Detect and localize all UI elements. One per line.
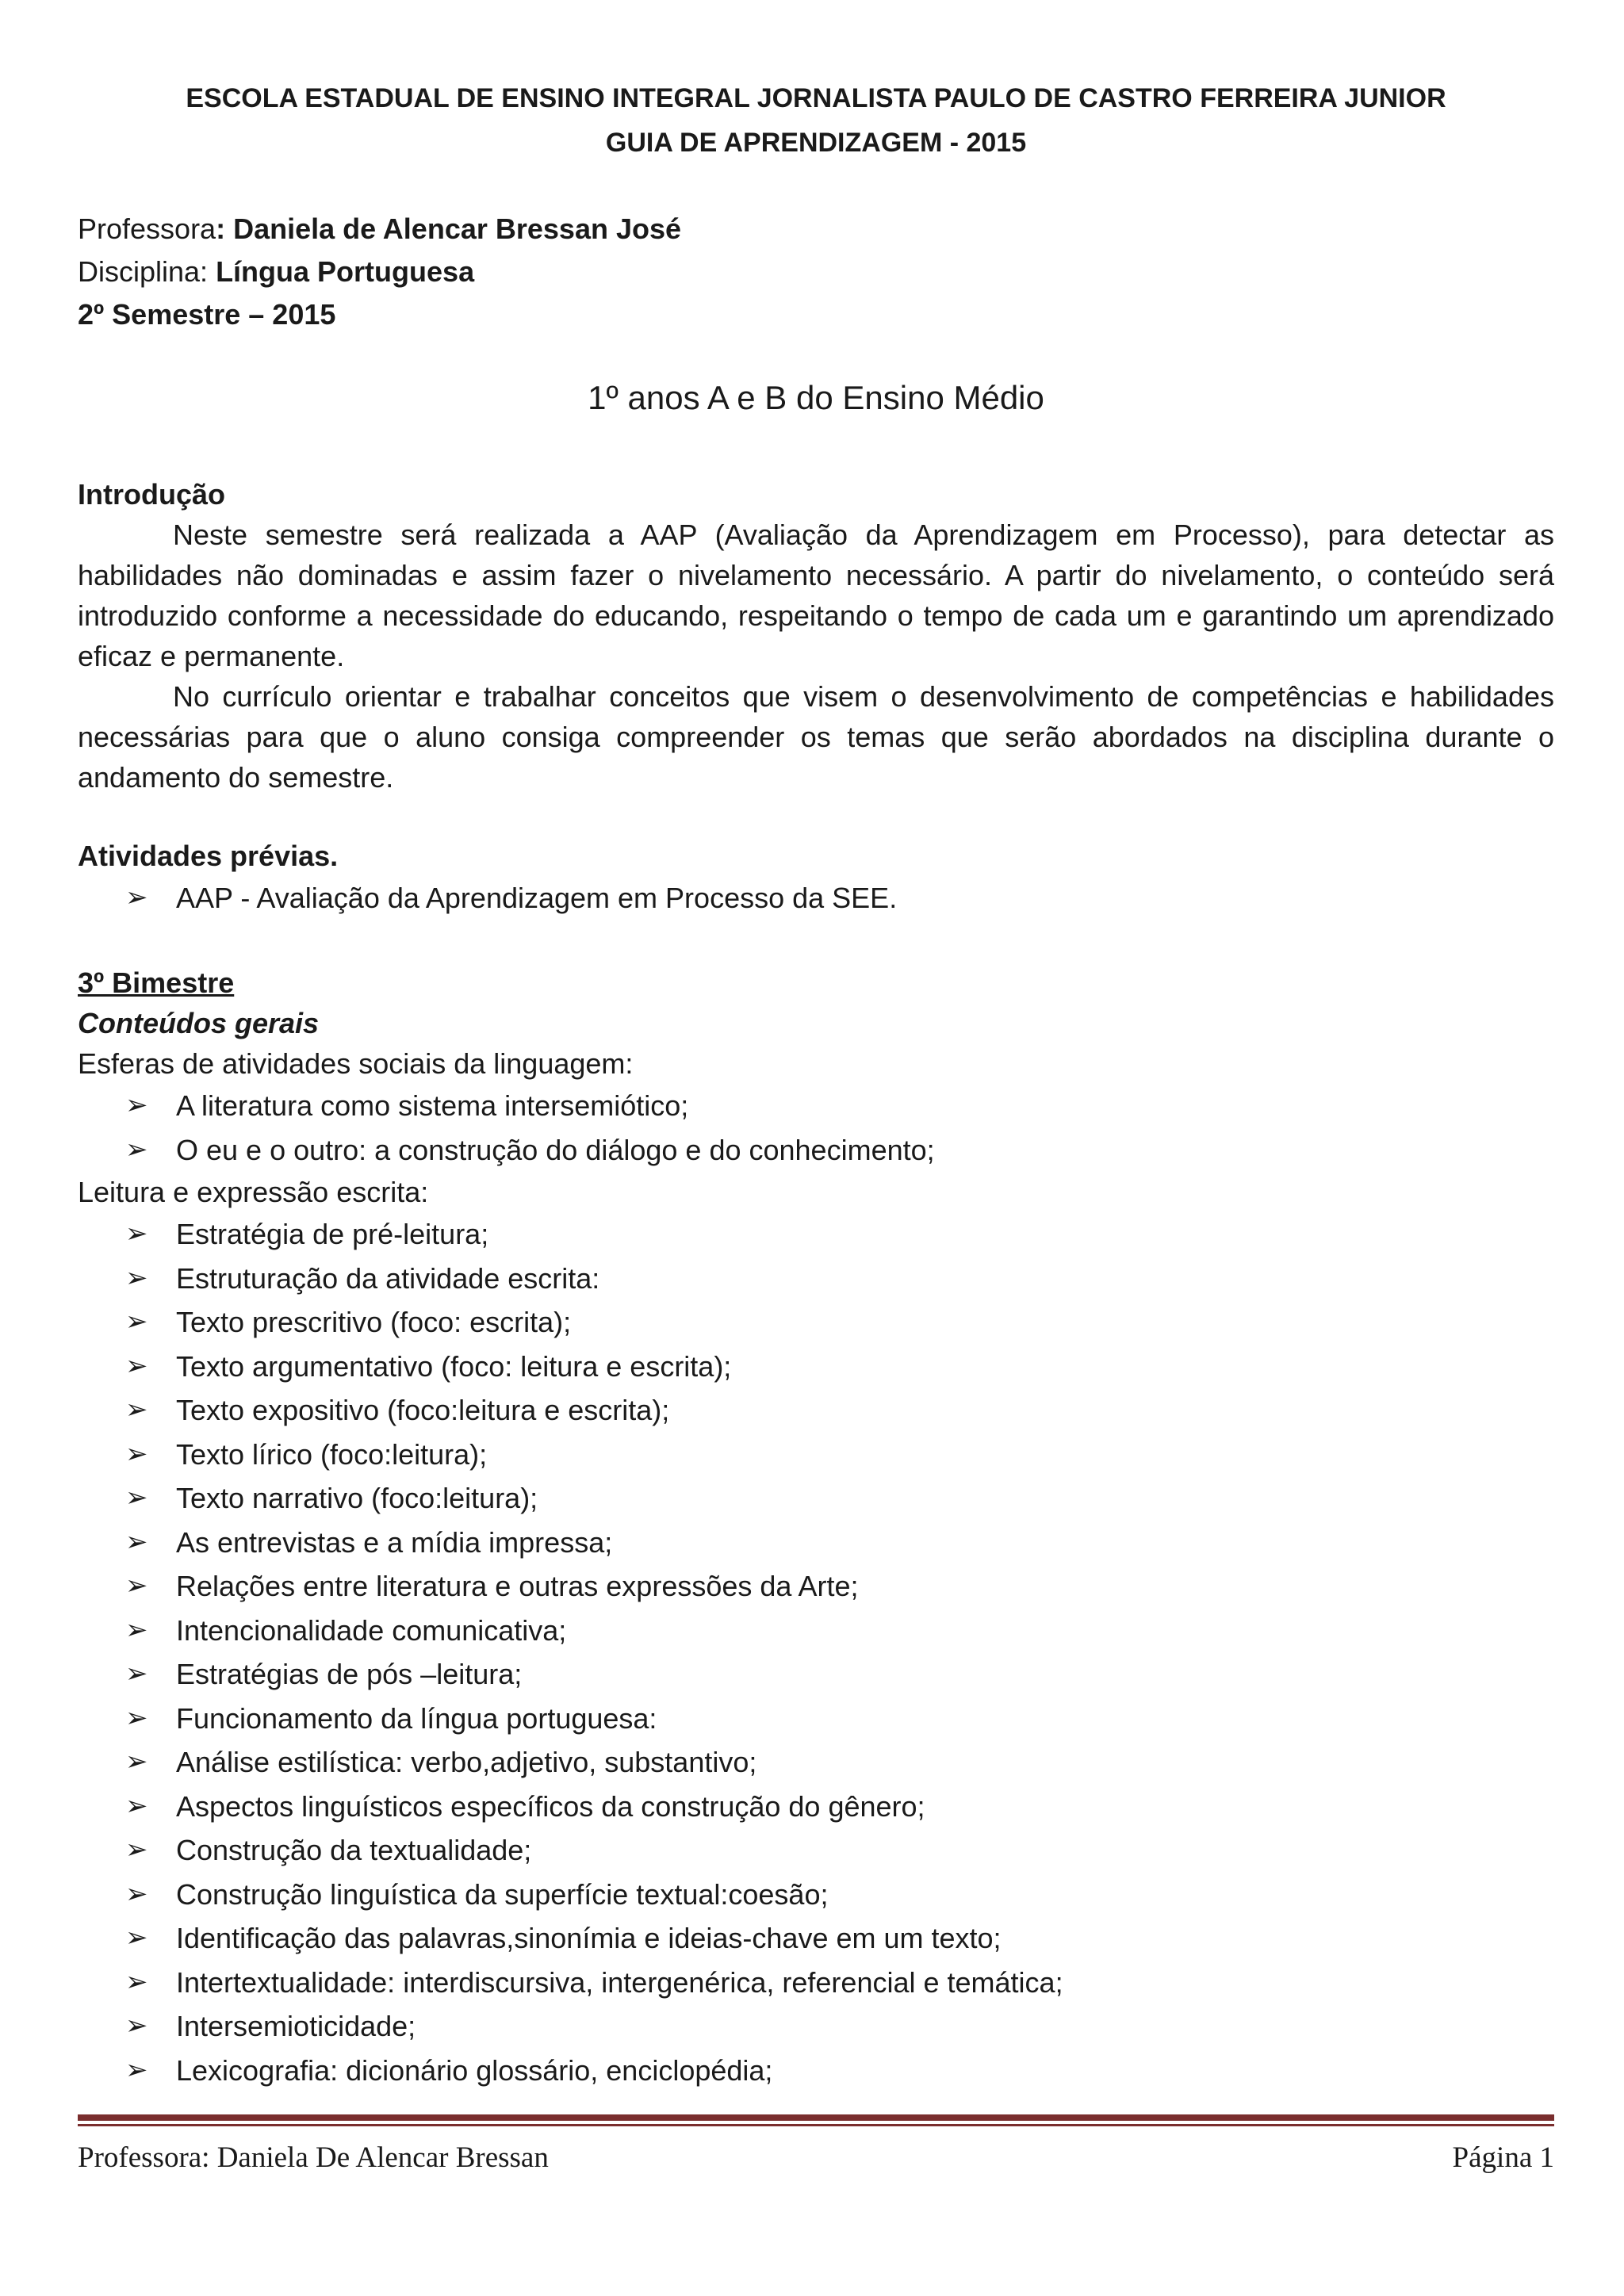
intro-paragraph-1: Neste semestre será realizada a AAP (Avaliação da Aprendizagem em Processo), para detectar as habilidades não dominadas e assim fazer o nivelamento necessário. A partir do nivelamento, o conteúdo será introduzido conforme a necessidade do educando, respeitando o tempo de cada um e garantindo um aprendizado eficaz e permanente.	[78, 519, 1554, 672]
arrow-bullet-icon: ➢	[125, 882, 148, 913]
arrow-bullet-icon: ➢	[125, 1835, 148, 1865]
subject-label: Disciplina:	[78, 255, 216, 288]
group1-label: Esferas de atividades sociais da linguagem:	[78, 1047, 634, 1080]
arrow-bullet-icon: ➢	[125, 1790, 148, 1821]
contents-subheading: Conteúdos gerais	[78, 1007, 320, 1039]
arrow-bullet-icon: ➢	[125, 1966, 148, 1997]
document-page	[78, 0, 1554, 2296]
list-item: ➢ Intencionalidade comunicativa;	[78, 1609, 1554, 1653]
list-item: ➢ Relações entre literatura e outras expressões da Arte;	[78, 1564, 1554, 1609]
arrow-bullet-icon: ➢	[125, 1571, 148, 1601]
list-item: ➢ Funcionamento da língua portuguesa:	[78, 1697, 1554, 1741]
list-item: ➢ Intertextualidade: interdiscursiva, intergenérica, referencial e temática;	[78, 1961, 1554, 2005]
subject-line	[78, 251, 681, 293]
prior-list	[78, 876, 1554, 920]
semester-line: 2º Semestre – 2015	[78, 298, 336, 331]
teacher-label: Professora	[78, 212, 216, 245]
arrow-bullet-icon: ➢	[125, 1526, 148, 1557]
list-item: ➢ Análise estilística: verbo,adjetivo, substantivo;	[78, 1740, 1554, 1785]
bimester-heading: 3º Bimestre	[78, 966, 235, 999]
list-item: ➢ Texto argumentativo (foco: leitura e escrita);	[78, 1345, 1554, 1389]
arrow-bullet-icon: ➢	[125, 2054, 148, 2085]
page-footer	[78, 2141, 1554, 2175]
list-item: ➢ Aspectos linguísticos específicos da construção do gênero;	[78, 1785, 1554, 1829]
guide-title: GUIA DE APRENDIZAGEM - 2015	[605, 128, 1027, 158]
page-number: Página 1	[1452, 2141, 1554, 2174]
arrow-bullet-icon: ➢	[125, 1878, 148, 1909]
list-item: ➢ Texto narrativo (foco:leitura);	[78, 1476, 1554, 1521]
list-item: ➢ Construção linguística da superfície textual:coesão;	[78, 1873, 1554, 1917]
subject-name: Língua Portuguesa	[216, 255, 475, 288]
prior-activities-section	[78, 836, 1554, 920]
intro-section	[78, 474, 1554, 798]
group2-list	[78, 1212, 1554, 2092]
arrow-bullet-icon: ➢	[125, 1702, 148, 1733]
list-item: ➢ AAP - Avaliação da Aprendizagem em Processo da SEE.	[78, 876, 1554, 920]
arrow-bullet-icon: ➢	[125, 1747, 148, 1777]
arrow-bullet-icon: ➢	[125, 1395, 148, 1425]
class-title: 1º anos A e B do Ensino Médio	[588, 379, 1044, 416]
arrow-bullet-icon: ➢	[125, 1090, 148, 1120]
list-item: ➢ Estruturação da atividade escrita:	[78, 1257, 1554, 1301]
list-item: ➢ Estratégia de pré-leitura;	[78, 1212, 1554, 1257]
arrow-bullet-icon: ➢	[125, 1219, 148, 1249]
teacher-line	[78, 208, 681, 251]
arrow-bullet-icon: ➢	[125, 1134, 148, 1165]
arrow-bullet-icon: ➢	[125, 1659, 148, 1689]
footer-rule	[78, 2114, 1554, 2121]
prior-heading: Atividades prévias.	[78, 840, 339, 872]
footer-rule-thin	[78, 2124, 1554, 2126]
intro-heading: Introdução	[78, 478, 225, 511]
list-item: ➢ Estratégias de pós –leitura;	[78, 1652, 1554, 1697]
list-item: ➢ As entrevistas e a mídia impressa;	[78, 1521, 1554, 1565]
list-item: ➢ Lexicografia: dicionário glossário, enciclopédia;	[78, 2049, 1554, 2093]
list-item: ➢ Identificação das palavras,sinonímia e ideias-chave em um texto;	[78, 1916, 1554, 1961]
bimester-section	[78, 962, 1554, 2092]
list-item: ➢ Texto prescritivo (foco: escrita);	[78, 1300, 1554, 1345]
list-item: ➢ Texto expositivo (foco:leitura e escrita);	[78, 1388, 1554, 1433]
document-meta	[78, 208, 681, 336]
arrow-bullet-icon: ➢	[125, 1307, 148, 1337]
arrow-bullet-icon: ➢	[125, 1614, 148, 1645]
list-item: ➢ Intersemioticidade;	[78, 2004, 1554, 2049]
list-item: ➢ O eu e o outro: a construção do diálogo e do conhecimento;	[78, 1128, 1554, 1173]
arrow-bullet-icon: ➢	[125, 1262, 148, 1293]
list-item: ➢ Texto lírico (foco:leitura);	[78, 1433, 1554, 1477]
arrow-bullet-icon: ➢	[125, 1483, 148, 1513]
intro-paragraph-2: No currículo orientar e trabalhar conceitos que visem o desenvolvimento de competências e habilidades necessárias para que o aluno consiga compreender os temas que serão abordados na disciplina durante o andamento do semestre.	[78, 680, 1554, 794]
group2-label: Leitura e expressão escrita:	[78, 1176, 429, 1208]
arrow-bullet-icon: ➢	[125, 1923, 148, 1953]
group1-list	[78, 1084, 1554, 1172]
list-item: ➢ Construção da textualidade;	[78, 1828, 1554, 1873]
arrow-bullet-icon: ➢	[125, 2011, 148, 2041]
school-name: ESCOLA ESTADUAL DE ENSINO INTEGRAL JORNALISTA PAULO DE CASTRO FERREIRA JUNIOR	[186, 83, 1446, 113]
footer-teacher: Professora: Daniela De Alencar Bressan	[78, 2141, 549, 2174]
teacher-name: : Daniela de Alencar Bressan José	[216, 212, 682, 245]
arrow-bullet-icon: ➢	[125, 1438, 148, 1469]
arrow-bullet-icon: ➢	[125, 1350, 148, 1381]
list-item: ➢ A literatura como sistema intersemiótico;	[78, 1084, 1554, 1128]
document-header	[78, 76, 1554, 165]
